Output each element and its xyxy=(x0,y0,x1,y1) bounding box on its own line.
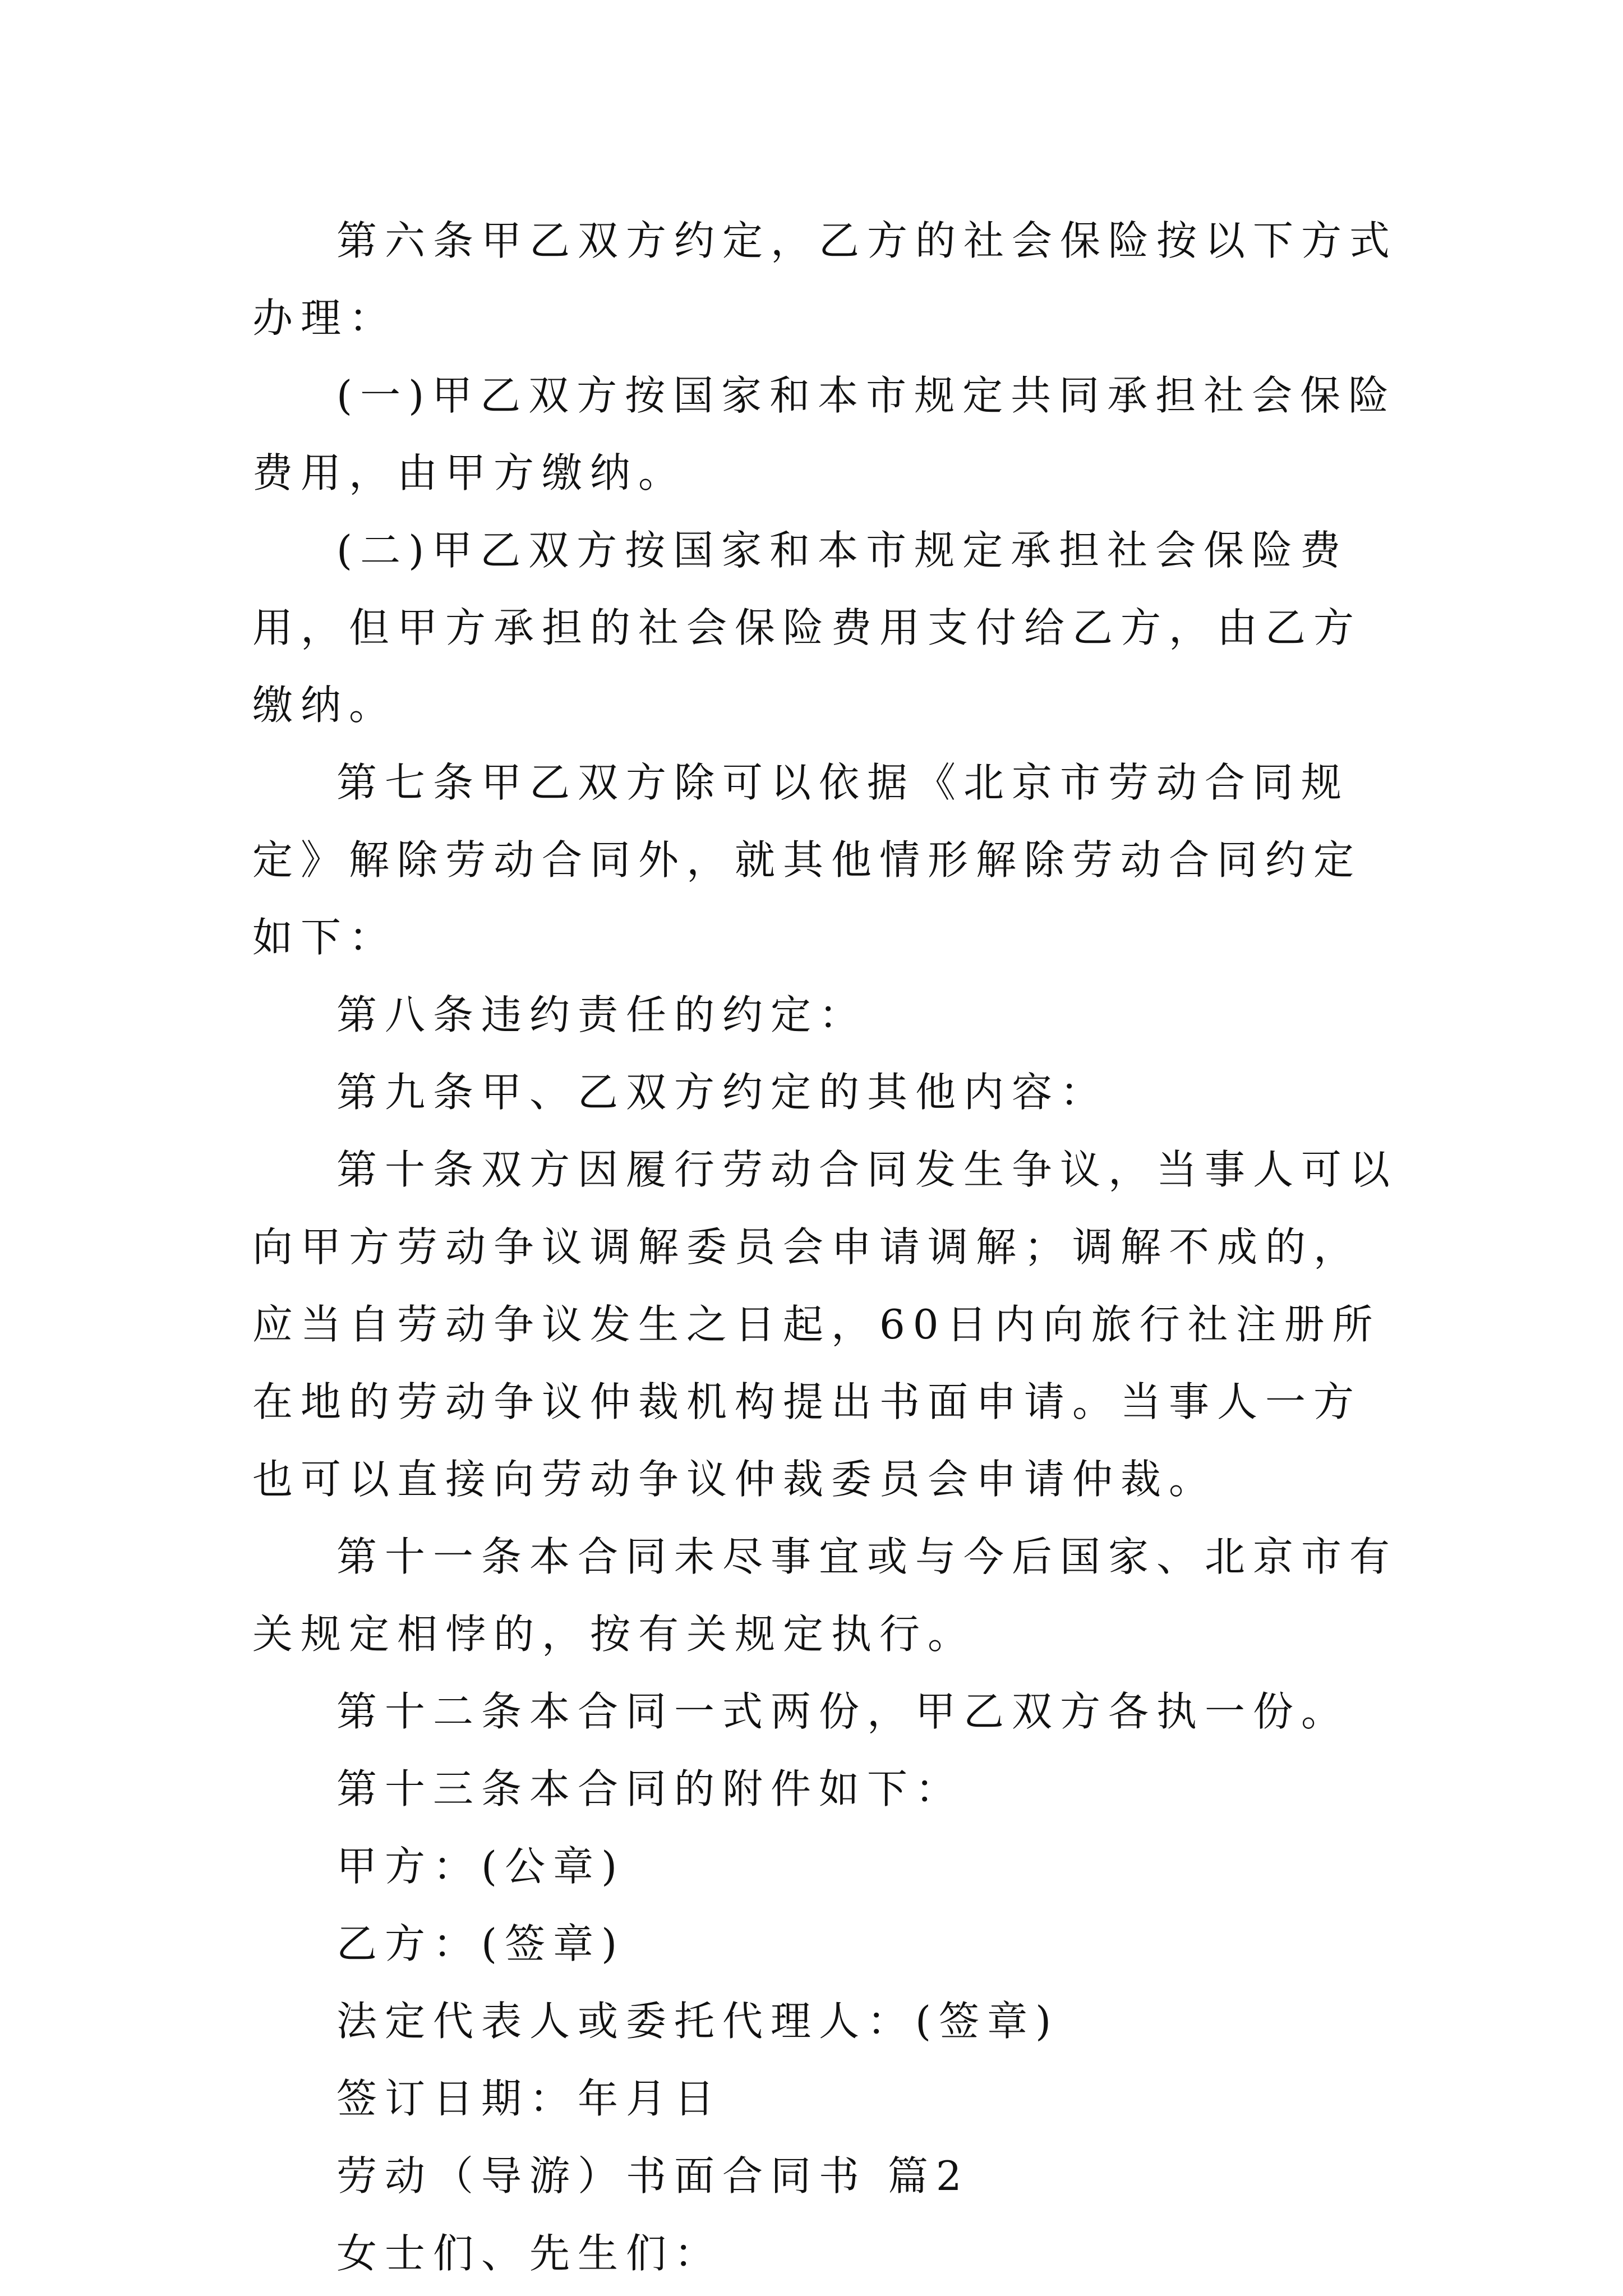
party-b-signature: 乙方：(签章) xyxy=(336,1920,625,1967)
clause-8: 第八条违约责任的约定： xyxy=(336,991,868,1038)
clause-6: 第六条甲乙双方约定，乙方的社会保险按以下方式办理： xyxy=(252,217,1398,342)
clause-13: 第十三条本合同的附件如下： xyxy=(336,1765,964,1812)
clause-10: 第十条双方因履行劳动合同发生争议，当事人可以向甲方劳动争议调解委员会申请调解；调解不成的，应当自劳动争议发生之日起，60日内向旅行社注册所在地的劳动争议仲裁机构提出书面申请。当事人一方也可以直接向劳动争议仲裁委员会申请仲裁。 xyxy=(252,1146,1398,1503)
legal-representative-signature: 法定代表人或委托代理人：(签章) xyxy=(336,1998,1059,2045)
salutation: 女士们、先生们： xyxy=(336,2230,723,2277)
clause-9: 第九条甲、乙双方约定的其他内容： xyxy=(336,1069,1109,1116)
signing-date: 签订日期：年月日 xyxy=(336,2075,723,2122)
document-body xyxy=(252,202,1402,2292)
clause-6-option-1: (一)甲乙双方按国家和本市规定共同承担社会保险费用，由甲方缴纳。 xyxy=(252,372,1397,496)
section-heading: 劳动（导游）书面合同书 篇2 xyxy=(336,2152,970,2200)
party-a-seal: 甲方：(公章) xyxy=(336,1843,625,1890)
clause-12: 第十二条本合同一式两份，甲乙双方各执一份。 xyxy=(336,1688,1350,1735)
clause-11: 第十一条本合同未尽事宜或与今后国家、北京市有关规定相悖的，按有关规定执行。 xyxy=(252,1533,1398,1658)
clause-7: 第七条甲乙双方除可以依据《北京市劳动合同规定》解除劳动合同外，就其他情形解除劳动合同约定如下： xyxy=(252,759,1362,961)
clause-6-option-2: (二)甲乙双方按国家和本市规定承担社会保险费用，但甲方承担的社会保险费用支付给乙方，由乙方缴纳。 xyxy=(252,527,1362,729)
